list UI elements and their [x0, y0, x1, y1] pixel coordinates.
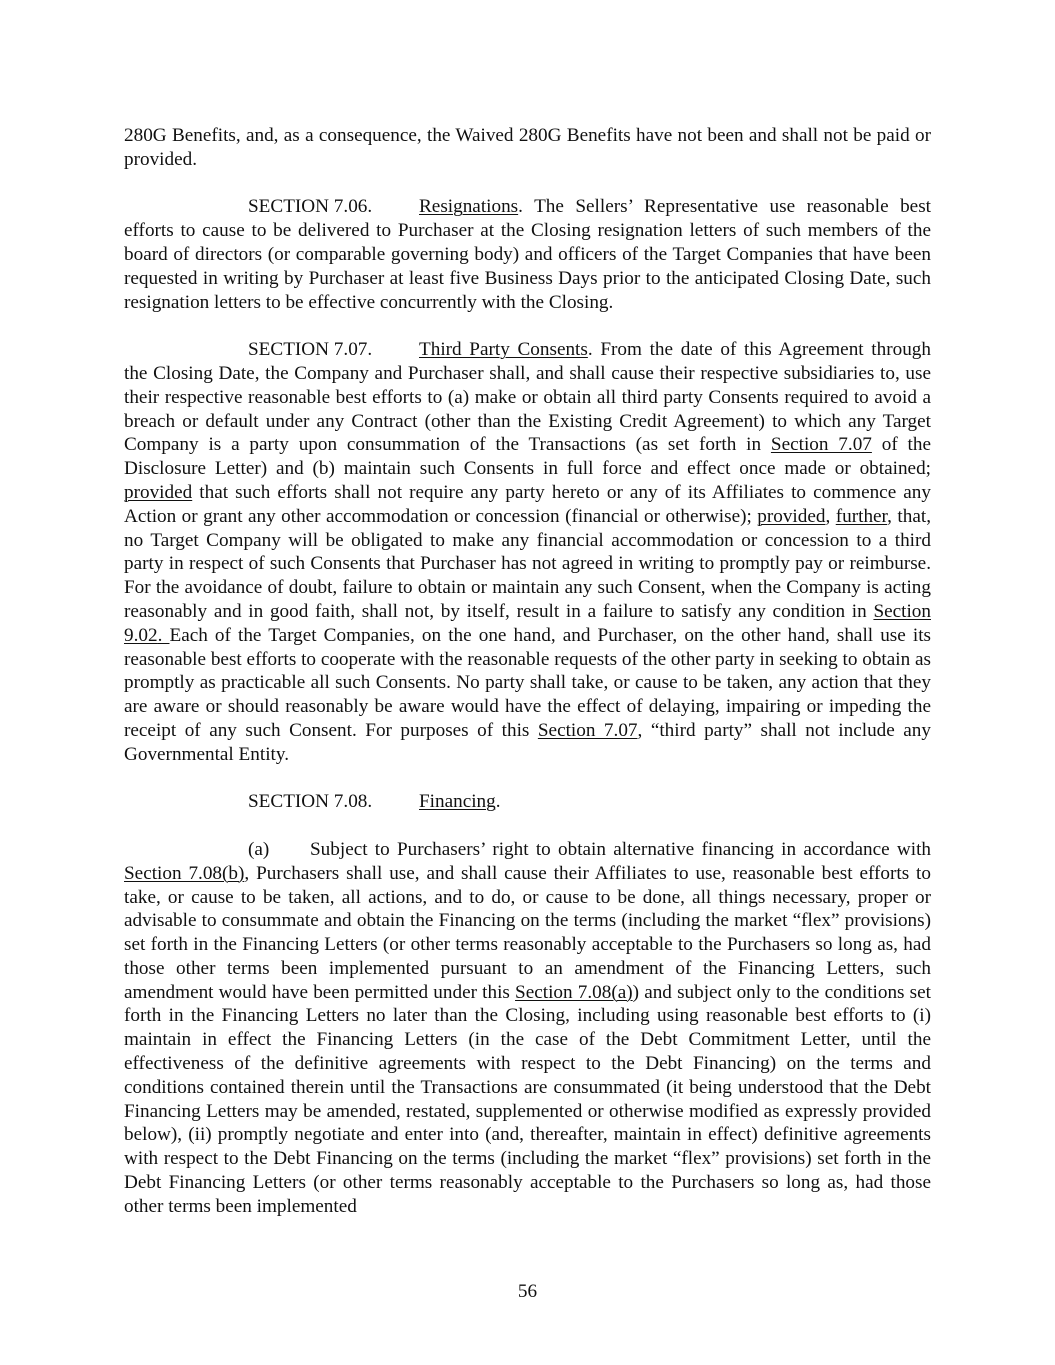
body-text: ) and subject only to the conditions set forth in the Financing Letters no later than the Closing, including using reasonable best efforts to (i) maintain in effect the Financing Letters (in the case of the Debt Commitment Letter, until the effectiveness of the definitive agreements with respect to the Debt Financing) on the terms and conditions contained therein until the Transactions are consummated (it being understood that the Debt Financing Letters may be amended, restated, supplemented or otherwise modified as expressly provided below), (ii) promptly negotiate and enter into (and, thereafter, maintain in effect) definitive agreements with respect to the Debt Financing on the terms (including the market “flex” provisions) set forth in the Debt Financing Letters (or other terms reasonably acceptable to the Purchasers so long as, had those other terms been implemented	[124, 981, 931, 1217]
body-text: . From the date of this Agreement through the Closing Date, the Company and Purchaser shall, and shall cause their respective subsidiaries to, use their respective reasonable best efforts to (a) make or obtain all third party Consents required to avoid a breach or default under any Contract (other than the Existing Credit Agreement) to which any Target Company is a party upon consummation of the Transactions (as set forth in	[124, 339, 931, 456]
body-text: , “third party” shall not include any Governmental Entity.	[124, 719, 931, 765]
section-body	[124, 196, 931, 312]
cross-reference: provided	[757, 505, 826, 527]
body-text: , that, no Target Company will be obligated to make any financial accommodation or concession to a third party in respect of such Consents that Purchaser has not agreed in writing to promptly pay or reimburse. For the avoidance of doubt, failure to obtain or maintain any such Consent, when the Company is acting reasonably and in good faith, shall not, by itself, result in a failure to satisfy any condition in	[124, 505, 931, 622]
cross-reference: Section 7.08(a)	[515, 981, 633, 1003]
body-text: Each of the Target Companies, on the one hand, and Purchaser, on the other hand, shall use its reasonable best efforts to cooperate with the reasonable requests of the other party in seeking to obtain as promptly as practicable all such Consents. No party shall take, or cause to be taken, any action that they are aware or should reasonably be aware would have the effect of delaying, impairing or impeding the receipt of any such Consent. For purposes of this	[124, 624, 932, 741]
body-text: .	[495, 791, 501, 813]
section-7-06	[124, 195, 931, 314]
body-text: that such efforts shall not require any party hereto or any of its Affiliates to commence any Action or grant any other accommodation or concession (financial or otherwise);	[124, 481, 931, 527]
section-number: SECTION 7.07.	[248, 339, 373, 361]
continuation-paragraph	[124, 124, 931, 172]
document-page	[124, 124, 931, 1219]
cross-reference: further	[835, 505, 888, 527]
section-title: Resignations	[419, 196, 519, 218]
section-body	[124, 339, 931, 765]
section-body	[496, 791, 501, 812]
continuation-text: 280G Benefits, and, as a consequence, the Waived 280G Benefits have not been and shall not be paid or provided.	[124, 125, 931, 170]
cross-reference: .	[157, 624, 170, 646]
section-7-08	[124, 790, 931, 814]
section-number: SECTION 7.06.	[248, 196, 373, 218]
body-text: Subject to Purchasers’ right to obtain alternative financing in accordance with	[310, 838, 931, 860]
body-text: of the Disclosure Letter) and (b) maintain such Consents in full force and effect once made or obtained;	[124, 434, 931, 480]
section-title: Third Party Consents	[419, 339, 588, 361]
body-text: ,	[825, 505, 836, 527]
cross-reference: provided	[124, 481, 193, 503]
page-number: 56	[517, 1281, 538, 1302]
section-7-07	[124, 338, 931, 766]
cross-reference: Section 7.08(b)	[124, 862, 245, 884]
cross-reference: Section 9.02	[124, 600, 931, 646]
subsection-body	[124, 839, 931, 1217]
cross-reference: Section 7.07	[537, 719, 638, 741]
body-text: , Purchasers shall use, and shall cause their Affiliates to use, reasonable best efforts to take, or cause to be taken, all actions, and to do, or cause to be done, all things necessary, proper or advisable to consummate and obtain the Financing on the terms (including the market “flex” provisions) set forth in the Financing Letters (or other terms reasonably acceptable to the Purchasers so long as, had those other terms been implemented pursuant to an amendment of the Financing Letters, such amendment would have been permitted under this	[124, 862, 931, 1003]
body-text: . The Sellers’ Representative use reasonable best efforts to cause to be delivered to Purchaser at the Closing resignation letters of such members of the board of directors (or comparable governing body) and officers of the Target Companies that have been requested in writing by Purchaser at least five Business Days prior to the anticipated Closing Date, such resignation letters to be effective concurrently with the Closing.	[124, 196, 931, 313]
section-title: Financing	[419, 791, 496, 813]
subsection-label: (a)	[248, 838, 270, 860]
cross-reference: Section 7.07	[770, 434, 872, 456]
subsection-a	[124, 838, 931, 1219]
section-number: SECTION 7.08.	[248, 791, 373, 813]
